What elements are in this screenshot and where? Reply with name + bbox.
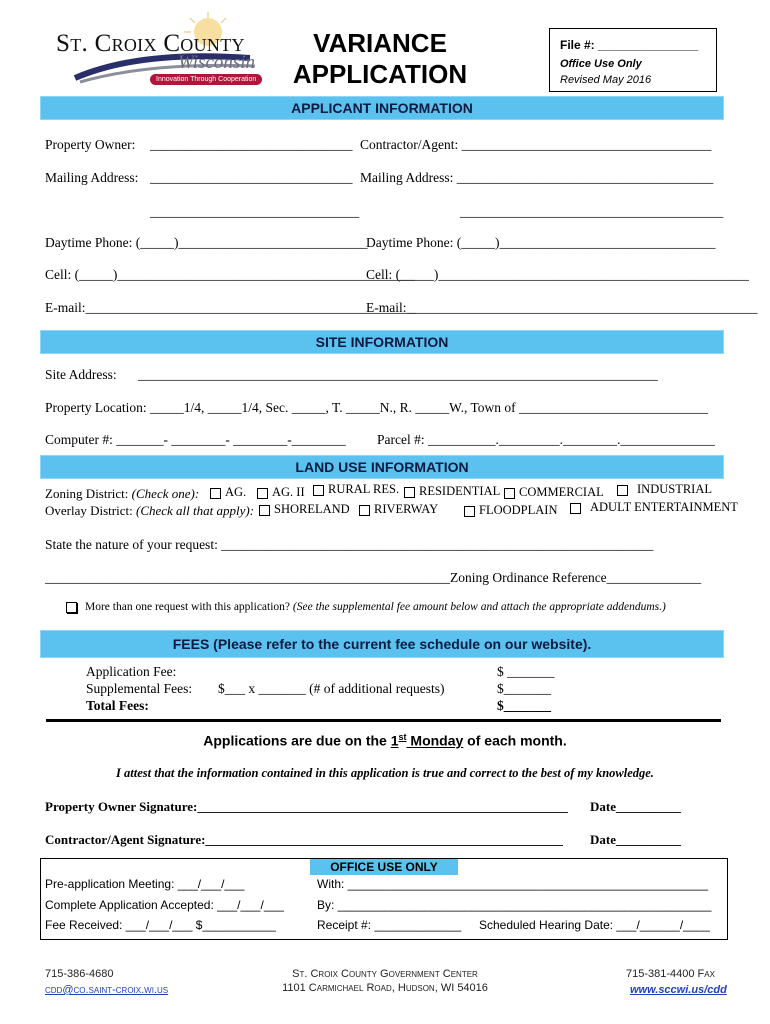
checkbox-icon[interactable] <box>66 602 77 613</box>
total-fees-label: Total Fees: <box>86 698 149 713</box>
overlay-option-label: SHORELAND <box>274 502 350 516</box>
logo-tagline: Innovation Through Cooperation <box>150 74 262 85</box>
mailing-address-line2-right[interactable]: _______________________________________ <box>460 204 724 219</box>
land-use-section-header <box>40 455 724 479</box>
footer-email-link[interactable]: cdd@co.saint-croix.wi.us <box>45 984 169 996</box>
checkbox-icon[interactable] <box>259 505 270 516</box>
footer-fax: 715-381-4400 Fax <box>626 968 715 980</box>
supplemental-fees-detail[interactable]: $___ x _______ (# of additional requests) <box>218 681 445 696</box>
pre-application-meeting-field[interactable]: Pre-application Meeting: ___/___/___ <box>45 877 245 891</box>
computer-number-field[interactable]: Computer #: _______- ________- ________-________ <box>45 432 346 447</box>
fees-section-title: FEES (Please refer to the current fee schedule on our website). <box>172 636 592 652</box>
supplemental-fees-amount[interactable]: $_______ <box>497 681 551 696</box>
supplemental-fees-label: Supplemental Fees: <box>86 681 193 696</box>
overlay-district-hint: (Check all that apply): <box>135 503 255 518</box>
checkbox-icon[interactable] <box>617 485 628 496</box>
contractor-signature-field[interactable]: Contractor/Agent Signature:_______________________________________________________ <box>45 832 563 847</box>
email-field-left[interactable]: E-mail:_________________________________________________ <box>45 300 417 315</box>
checkbox-icon[interactable] <box>210 488 221 499</box>
application-fee-label: Application Fee: <box>86 664 177 679</box>
zoning-option-commercial[interactable] <box>504 485 604 500</box>
due-date-notice <box>0 732 770 749</box>
office-use-title: OFFICE USE ONLY <box>330 860 438 874</box>
checkbox-icon[interactable] <box>313 485 324 496</box>
zoning-option-label: AG. II <box>272 485 305 499</box>
applicant-section-header <box>40 96 724 120</box>
land-use-section-title: LAND USE INFORMATION <box>295 459 469 475</box>
footer-website-link[interactable]: www.sccwi.us/cdd <box>630 984 727 996</box>
by-field[interactable]: By: ________________________________________________________ <box>317 898 712 912</box>
zoning-district-hint: (Check one): <box>131 486 200 501</box>
zoning-option-residential[interactable] <box>404 484 500 499</box>
cell-field-right[interactable]: Cell: (_____)______________________________________________ <box>366 267 749 282</box>
footer-center-line2: 1101 Carmichael Road, Hudson, WI 54016 <box>282 982 488 994</box>
site-section-header <box>40 330 724 354</box>
zoning-option-label: INDUSTRIAL <box>637 482 712 496</box>
overlay-district-text: Overlay District: <box>45 503 133 518</box>
zoning-ordinance-reference-field[interactable]: ____________________________________________________________Zoning Ordinance Reference______________ <box>45 570 702 585</box>
daytime-phone-field-left[interactable]: Daytime Phone: (_____)____________________________ <box>45 235 368 250</box>
overlay-option-label: RIVERWAY <box>374 502 439 516</box>
property-owner-label: Property Owner: <box>45 137 136 152</box>
checkbox-icon[interactable] <box>257 488 268 499</box>
zoning-option-ag[interactable] <box>210 485 246 500</box>
due-day: Monday <box>406 732 464 749</box>
due-ordinal-suffix: st <box>398 732 407 742</box>
office-use-label: Office Use Only <box>560 58 642 70</box>
daytime-phone-field-right[interactable]: Daytime Phone: (_____)________________________________ <box>366 235 716 250</box>
logo-title: St. Croix County <box>56 30 245 57</box>
zoning-district-text: Zoning District: <box>45 486 129 501</box>
cell-field-left[interactable]: Cell: (_____)____________________________________________ <box>45 267 415 282</box>
logo-subtitle: Wisconsin <box>178 52 256 73</box>
property-owner-field[interactable]: ______________________________ <box>150 137 353 152</box>
total-fees-amount[interactable]: $_______ <box>497 698 551 713</box>
parcel-number-field[interactable]: Parcel #: __________._________.________.______________ <box>377 432 715 447</box>
mailing-address-label-left: Mailing Address: <box>45 170 139 185</box>
fee-received-field[interactable]: Fee Received: ___/___/___ $___________ <box>45 918 276 932</box>
site-address-label: Site Address: <box>45 367 117 382</box>
file-number-label[interactable]: File #: _______________ <box>560 38 699 52</box>
email-field-right[interactable]: E-mail:____________________________________________________ <box>366 300 758 315</box>
attestation-statement: I attest that the information contained in this application is true and correct to the best of my knowledge. <box>116 766 654 780</box>
mailing-address-field-right[interactable]: Mailing Address: ______________________________________ <box>360 170 714 185</box>
zoning-option-label: RURAL RES. <box>328 482 400 496</box>
receipt-number-field[interactable]: Receipt #: _____________ <box>317 918 462 932</box>
zoning-district-label <box>45 486 199 502</box>
overlay-option-label: ADULT ENTERTAINMENT <box>590 500 738 514</box>
site-address-field[interactable]: _____________________________________________________________________________ <box>138 367 658 382</box>
overlay-option-adult[interactable] <box>570 500 738 515</box>
more-than-one-text: More than one request with this application? <box>85 601 291 613</box>
footer-center-address <box>235 968 535 994</box>
form-title-line1: VARIANCE <box>313 28 447 58</box>
checkbox-icon[interactable] <box>359 505 370 516</box>
zoning-option-label: AG. <box>225 485 247 499</box>
contractor-date-field[interactable]: Date__________ <box>590 832 681 847</box>
due-ordinal: 1 <box>390 732 399 749</box>
form-title <box>280 28 480 90</box>
zoning-option-rural-res[interactable] <box>313 482 399 497</box>
owner-date-field[interactable]: Date__________ <box>590 799 681 814</box>
checkbox-icon[interactable] <box>404 487 415 498</box>
zoning-option-industrial[interactable] <box>617 482 712 497</box>
overlay-option-riverway[interactable] <box>359 502 438 517</box>
scheduled-hearing-date-field[interactable]: Scheduled Hearing Date: ___/______/____ <box>479 918 710 932</box>
due-prefix: Applications are due on the <box>203 732 391 749</box>
office-use-header <box>310 859 458 875</box>
zoning-option-ag2[interactable] <box>257 485 305 500</box>
file-number-box <box>549 28 717 92</box>
applicant-section-title: APPLICANT INFORMATION <box>291 100 473 116</box>
overlay-option-label: FLOODPLAIN <box>479 503 558 517</box>
property-location-field[interactable]: Property Location: _____1/4, _____1/4, Sec. _____, T. _____N., R. _____W., Town of ____________________________ <box>45 400 709 415</box>
office-use-box <box>40 858 728 940</box>
mailing-address-field-left[interactable]: ______________________________ <box>150 170 353 185</box>
county-logo <box>50 10 265 90</box>
application-fee-amount[interactable]: $ _______ <box>497 664 555 679</box>
complete-application-field[interactable]: Complete Application Accepted: ___/___/___ <box>45 898 284 912</box>
more-than-one-request[interactable] <box>66 601 666 613</box>
zoning-option-label: COMMERCIAL <box>519 485 604 499</box>
footer-phone: 715-386-4680 <box>45 968 114 980</box>
revised-label: Revised May 2016 <box>560 74 652 86</box>
checkbox-icon[interactable] <box>570 503 581 514</box>
owner-signature-field[interactable]: Property Owner Signature:_________________________________________________________ <box>45 799 568 814</box>
form-title-line2: APPLICATION <box>292 59 468 89</box>
with-field[interactable]: With: ______________________________________________________ <box>317 877 709 891</box>
zoning-option-label: RESIDENTIAL <box>419 484 501 498</box>
site-section-title: SITE INFORMATION <box>315 334 449 350</box>
contractor-agent-field[interactable]: Contractor/Agent: _____________________________________ <box>360 137 712 152</box>
request-nature-field[interactable]: State the nature of your request: ________________________________________________________________ <box>45 537 654 552</box>
fees-divider <box>46 719 721 722</box>
due-suffix: of each month. <box>463 732 567 749</box>
fees-section-header <box>40 630 724 658</box>
checkbox-icon[interactable] <box>504 488 515 499</box>
overlay-option-shoreland[interactable] <box>259 502 350 517</box>
more-than-one-note: (See the supplemental fee amount below and attach the appropriate addendums.) <box>292 601 666 613</box>
footer-center-line1: St. Croix County Government Center <box>292 968 478 980</box>
checkbox-icon[interactable] <box>464 506 475 517</box>
overlay-option-floodplain[interactable] <box>464 503 557 518</box>
overlay-district-label <box>45 503 254 519</box>
mailing-address-line2-left[interactable]: _______________________________ <box>150 204 360 219</box>
